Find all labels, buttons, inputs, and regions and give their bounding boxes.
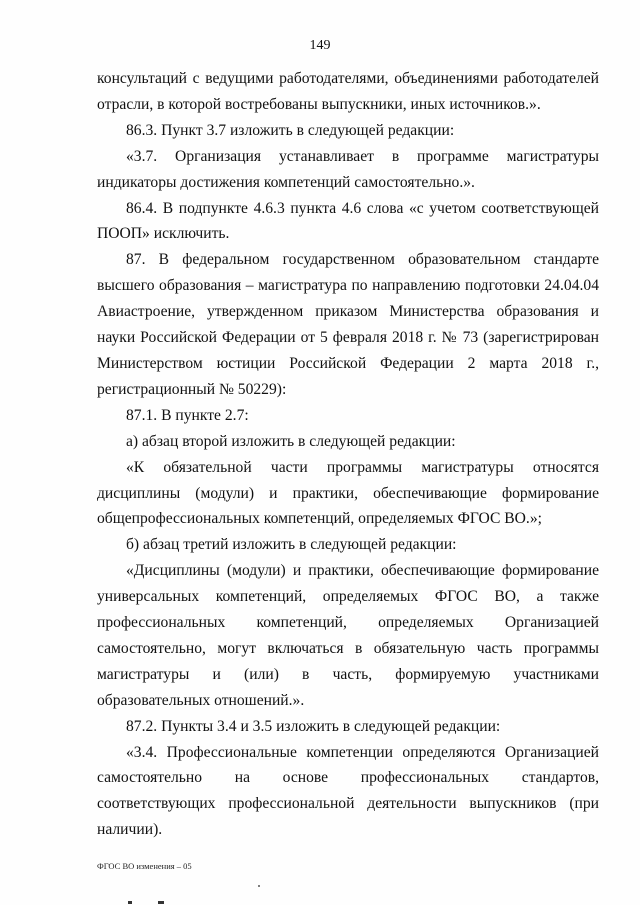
paragraph-87: 87. В федеральном государственном образовательном стандарте высшего образования – магистратура по направлению подготовки 24.04.04 Авиастроение, утвержденном приказом Министерства образования и науки Российской Федерации от 5 февраля 2018 г. № 73 (зарегистрирован Министерством юстиции Российской Федерации 2 марта 2018 г., регистрационный № 50229): bbox=[97, 251, 599, 398]
paragraph-86-4: 86.4. В подпункте 4.6.3 пункта 4.6 слова «с учетом соответствующей ПООП» исключить. bbox=[97, 199, 599, 243]
paragraph-3-4-quote: «3.4. Профессиональные компетенции определяются Организацией самостоятельно на основе профессиональных стандартов, соответствующих профессиональной деятельности выпускников (при наличии). bbox=[97, 743, 599, 839]
paragraph-item-a: а) абзац второй изложить в следующей редакции: bbox=[126, 432, 456, 450]
scan-speck bbox=[258, 885, 260, 887]
scan-edge-marks bbox=[128, 899, 168, 905]
paragraph-3-7-quote: «3.7. Организация устанавливает в программе магистратуры индикаторы достижения компетенций самостоятельно.». bbox=[97, 147, 599, 191]
page-number: 149 bbox=[309, 38, 331, 53]
paragraph-continuation: консультаций с ведущими работодателями, объединениями работодателей отрасли, в которой востребованы выпускники, иных источников.». bbox=[97, 70, 599, 113]
paragraph-87-1: 87.1. В пункте 2.7: bbox=[126, 406, 249, 424]
paragraph-item-a-quote: «К обязательной части программы магистратуры относятся дисциплины (модули) и практики, обеспечивающие формирование общепрофессиональных компетенций, определяемых ФГОС ВО.»; bbox=[97, 458, 599, 528]
paragraph-86-3: 86.3. Пункт 3.7 изложить в следующей редакции: bbox=[126, 121, 455, 139]
paragraph-87-2: 87.2. Пункты 3.4 и 3.5 изложить в следующей редакции: bbox=[126, 717, 501, 735]
paragraph-item-b-quote: «Дисциплины (модули) и практики, обеспечивающие формирование универсальных компетенций, определяемых ФГОС ВО, а также профессиональных компетенций, определяемых Организацией самостоятельно, могут включаться в обязательную часть программы магистратуры и (или) в часть, формируемую участниками образовательных отношений.». bbox=[97, 562, 599, 709]
document-body bbox=[97, 66, 599, 843]
document-footer: ФГОС ВО изменения – 05 bbox=[97, 861, 192, 871]
paragraph-item-b: б) абзац третий изложить в следующей редакции: bbox=[126, 536, 457, 554]
